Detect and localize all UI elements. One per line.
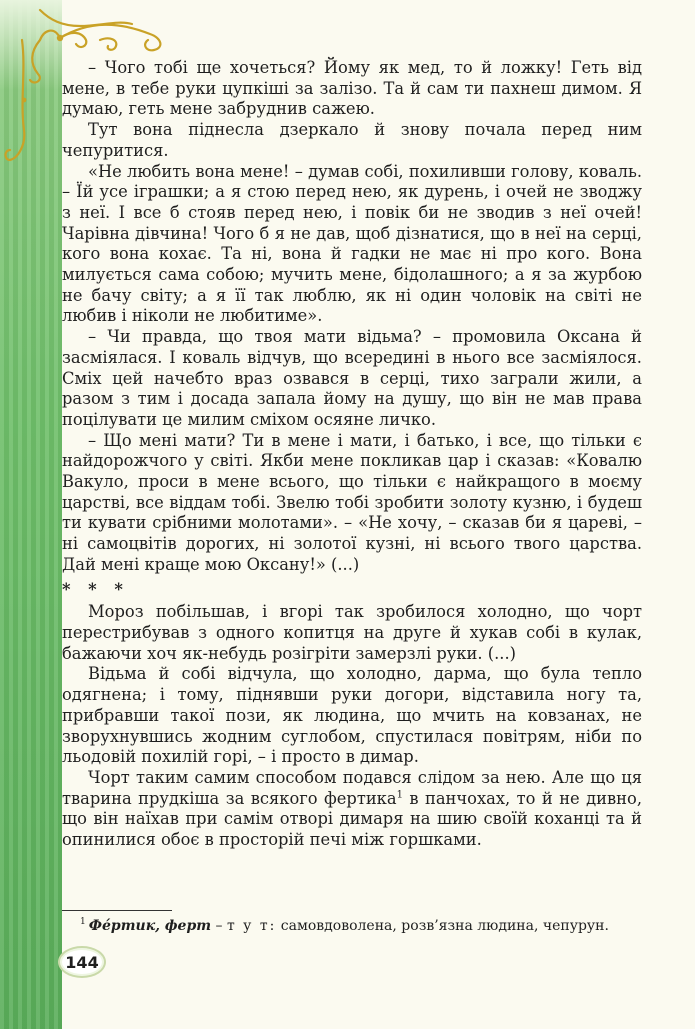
paragraph-8-end: в панчохах, то й не дивно, що він наїхав при самім отворі димаря на шию своїй коханці та й опинилися обоє в просторій печі між горшками. (62, 788, 642, 850)
ornament-inner-curl (60, 33, 86, 47)
paragraph-8 (62, 768, 642, 851)
footnote-divider (62, 910, 172, 911)
paragraph-1: – Чого тобі ще хочеться? Йому як мед, то й ложку! Геть від мене, в тебе руки цупкіші за залізо. Та й сам ти пахнеш димом. Я думаю, геть мене забруднив сажею. (62, 58, 642, 119)
footnote-dash: – (211, 918, 227, 934)
footnote-reference[interactable]: 1 (396, 789, 403, 801)
section-separator: * * * (62, 579, 129, 599)
paragraph-6: Мороз побільшав, і вгорі так зробилося холодно, що чорт перестрибував з одного копитця на друге й хукав собі в кулак, бажаючи хоч як-небудь розігріти замерзлі руки. (...) (62, 602, 642, 663)
footnote-term: Фéртик, ферт (88, 918, 212, 934)
paragraph-2: Тут вона піднесла дзеркало й знову почала перед ним чепуритися. (62, 120, 642, 160)
footnote (62, 917, 642, 935)
ornament-dot (57, 35, 63, 41)
footnote-tut: т у т: (226, 918, 277, 934)
main-text (62, 58, 642, 851)
paragraph-5: – Що мені мати? Ти в мене і мати, і батько, і все, що тільки є найдорожчого у світі. Якби мене покликав цар і сказав: «Ковалю Вакуло, проси в мене всього, що тільки є найкращого в моєму царстві, все віддам тобі. Звелю тобі зробити золоту кузню, і будеш ти кувати срібними молотами». – «Не хочу, – сказав би я цареві, – ні самоцвітів дорогих, ні золотої кузні, ні всього твого царства. Дай мені краще мою Оксану!» (...) (62, 430, 642, 574)
ornament-dot-left (22, 98, 27, 103)
page-number: 144 (65, 952, 99, 972)
ornament-top-line (40, 10, 132, 26)
paragraph-4: – Чи правда, що твоя мати відьма? – промовила Оксана й засміялася. І коваль відчув, що всередині в нього все засміялося. Сміх цей начебто враз озвався в серці, тихо заграли жили, а разом з тим і досада запала йому на душу, що він не мав права поцілувати це милим сміхом осяяне личко. (62, 327, 642, 429)
footnote-number: 1 (80, 917, 86, 928)
page-number-badge (58, 946, 106, 978)
paragraph-3: «Не любить вона мене! – думав собі, похиливши голову, коваль. – Їй усе іграшки; а я стою перед нею, як дурень, і очей не зводжу з неї. І все б стояв перед нею, і повік би не зводив з неї очей! Чарівна дівчина! Чого б я не дав, щоб дізнатися, що в неї на серці, кого вона кохає. Та ні, вона й гадки не має ні про кого. Вона милується сама собою; мучить мене, бідолашного; а я за журбою не бачу світу; а я її так люблю, як ні один чоловік на світі не любив і ніколи не любитиме». (62, 161, 642, 326)
ornament-small-curl (100, 38, 116, 49)
footnote-definition: самовдоволена, розв’язна людина, чепурун. (276, 918, 609, 934)
paragraph-8-start: Чорт таким самим способом подався слідом за нею. Але що ця тварина прудкіша за всякого фертика (62, 767, 642, 808)
ornament-left-curl (30, 40, 40, 82)
ornament-left-line (6, 40, 25, 160)
paragraph-7: Відьма й собі відчула, що холодно, дарма, що була тепло одягнена; і тому, піднявши руки догори, відставила ногу та, прибравши такої пози, як людина, що мчить на ковзанах, не зворухнувшись жодним суглобом, спустилася повітрям, ніби по льодовій похилій горі, – і просто в димар. (62, 664, 642, 767)
